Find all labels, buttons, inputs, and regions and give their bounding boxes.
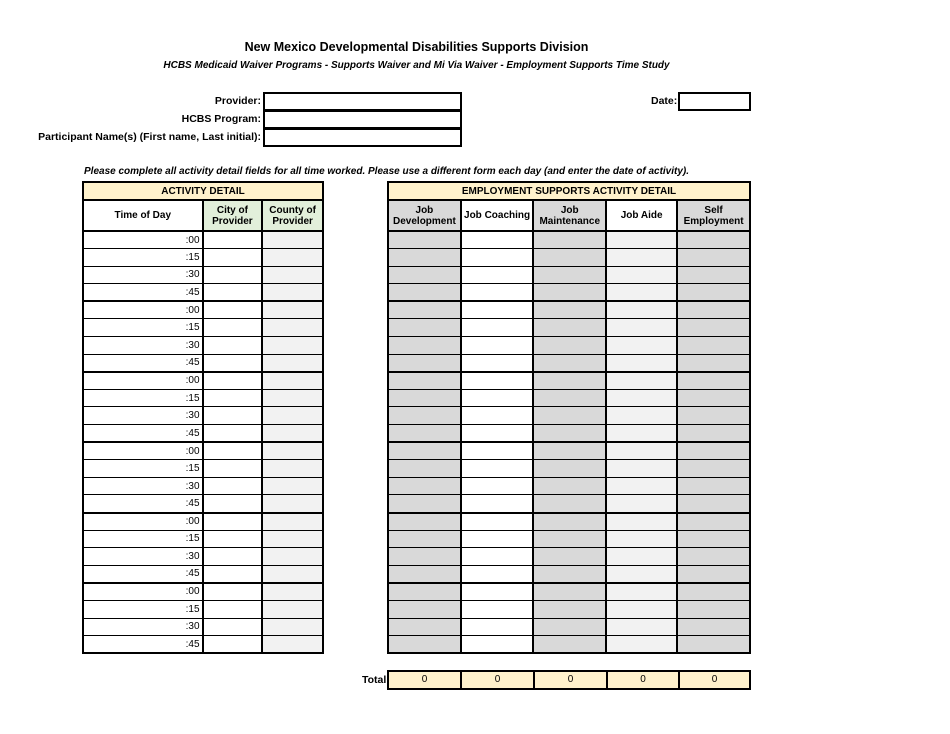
city-of-provider-cell[interactable] <box>203 513 263 531</box>
job-aide-cell[interactable] <box>606 354 677 372</box>
time-slot-cell: :15 <box>83 460 203 478</box>
county-of-provider-cell[interactable] <box>262 600 323 618</box>
job-development-cell[interactable] <box>388 548 461 566</box>
city-of-provider-cell[interactable] <box>203 460 263 478</box>
job-coaching-cell[interactable] <box>461 425 534 443</box>
county-of-provider-cell[interactable] <box>262 636 323 654</box>
col-county-line1: County of <box>269 204 316 216</box>
participant-name-field[interactable] <box>263 128 462 147</box>
activity-row <box>83 389 323 407</box>
city-of-provider-cell[interactable] <box>203 249 263 267</box>
city-of-provider-cell[interactable] <box>203 337 263 355</box>
city-of-provider-cell[interactable] <box>203 284 263 302</box>
total-job-coaching: 0 <box>460 670 535 690</box>
job-coaching-cell[interactable] <box>461 319 534 337</box>
job-coaching-cell[interactable] <box>461 583 534 601</box>
job-development-cell[interactable] <box>388 477 461 495</box>
self-employment-cell[interactable] <box>677 337 750 355</box>
county-of-provider-cell[interactable] <box>262 301 323 319</box>
activity-row <box>83 249 323 267</box>
activity-row <box>83 530 323 548</box>
job-development-cell[interactable] <box>388 389 461 407</box>
self-employment-cell[interactable] <box>677 442 750 460</box>
time-slot-cell: :15 <box>83 600 203 618</box>
activity-row <box>83 372 323 390</box>
col-job-aide <box>606 200 677 231</box>
participant-name-label: Participant Name(s) (First name, Last initial): <box>38 131 261 143</box>
county-of-provider-cell[interactable] <box>262 530 323 548</box>
job-aide-cell[interactable] <box>606 407 677 425</box>
county-of-provider-cell[interactable] <box>262 618 323 636</box>
time-slot-cell: :30 <box>83 407 203 425</box>
county-of-provider-cell[interactable] <box>262 548 323 566</box>
job-maintenance-cell[interactable] <box>533 618 606 636</box>
time-slot-cell: :00 <box>83 583 203 601</box>
activity-detail-heading: ACTIVITY DETAIL <box>83 182 323 200</box>
time-slot-cell: :45 <box>83 495 203 513</box>
self-employment-cell[interactable] <box>677 372 750 390</box>
job-maintenance-cell[interactable] <box>533 266 606 284</box>
activity-row <box>83 425 323 443</box>
self-employment-cell[interactable] <box>677 249 750 267</box>
provider-label: Provider: <box>214 95 261 107</box>
employment-row <box>388 284 750 302</box>
time-slot-cell: :45 <box>83 565 203 583</box>
time-slot-cell: :45 <box>83 354 203 372</box>
job-coaching-cell[interactable] <box>461 372 534 390</box>
job-maintenance-cell[interactable] <box>533 636 606 654</box>
county-of-provider-cell[interactable] <box>262 372 323 390</box>
job-aide-cell[interactable] <box>606 266 677 284</box>
job-development-cell[interactable] <box>388 301 461 319</box>
job-development-cell[interactable] <box>388 372 461 390</box>
date-label: Date: <box>651 95 678 107</box>
col-job-coaching <box>461 200 534 231</box>
self-employment-cell[interactable] <box>677 530 750 548</box>
total-job-aide: 0 <box>606 670 680 690</box>
city-of-provider-cell[interactable] <box>203 548 263 566</box>
job-maintenance-cell[interactable] <box>533 460 606 478</box>
activity-row <box>83 231 323 249</box>
activity-row <box>83 284 323 302</box>
job-maintenance-cell[interactable] <box>533 319 606 337</box>
job-maintenance-cell[interactable] <box>533 407 606 425</box>
self-employment-cell[interactable] <box>677 477 750 495</box>
total-self-employment: 0 <box>678 670 751 690</box>
job-coaching-cell[interactable] <box>461 636 534 654</box>
employment-row <box>388 636 750 654</box>
employment-row <box>388 389 750 407</box>
employment-row <box>388 477 750 495</box>
col-city-line2: Provider <box>212 215 253 227</box>
county-of-provider-cell[interactable] <box>262 319 323 337</box>
city-of-provider-cell[interactable] <box>203 565 263 583</box>
city-of-provider-cell[interactable] <box>203 530 263 548</box>
job-aide-cell[interactable] <box>606 565 677 583</box>
job-coaching-cell[interactable] <box>461 565 534 583</box>
job-aide-cell[interactable] <box>606 425 677 443</box>
hcbs-program-field[interactable] <box>263 110 462 129</box>
job-maintenance-cell[interactable] <box>533 354 606 372</box>
activity-row <box>83 600 323 618</box>
job-maintenance-cell[interactable] <box>533 442 606 460</box>
activity-row <box>83 337 323 355</box>
city-of-provider-cell[interactable] <box>203 354 263 372</box>
time-slot-cell: :00 <box>83 301 203 319</box>
activity-row <box>83 407 323 425</box>
job-aide-cell[interactable] <box>606 442 677 460</box>
employment-row <box>388 425 750 443</box>
job-coaching-cell[interactable] <box>461 389 534 407</box>
job-aide-cell[interactable] <box>606 460 677 478</box>
activity-row <box>83 266 323 284</box>
job-aide-cell[interactable] <box>606 337 677 355</box>
self-employment-cell[interactable] <box>677 266 750 284</box>
time-slot-cell: :00 <box>83 231 203 249</box>
employment-row <box>388 600 750 618</box>
activity-row <box>83 636 323 654</box>
job-aide-cell[interactable] <box>606 530 677 548</box>
job-coaching-cell[interactable] <box>461 477 534 495</box>
total-label: Total <box>362 674 387 686</box>
self-employment-cell[interactable] <box>677 354 750 372</box>
employment-row <box>388 319 750 337</box>
city-of-provider-cell[interactable] <box>203 425 263 443</box>
employment-row <box>388 442 750 460</box>
job-coaching-cell[interactable] <box>461 249 534 267</box>
total-job-maintenance: 0 <box>533 670 608 690</box>
self-employment-cell[interactable] <box>677 460 750 478</box>
job-development-cell[interactable] <box>388 618 461 636</box>
job-coaching-cell[interactable] <box>461 301 534 319</box>
job-development-cell[interactable] <box>388 284 461 302</box>
job-coaching-cell[interactable] <box>461 266 534 284</box>
provider-field[interactable] <box>263 92 462 111</box>
county-of-provider-cell[interactable] <box>262 460 323 478</box>
job-development-cell[interactable] <box>388 425 461 443</box>
city-of-provider-cell[interactable] <box>203 407 263 425</box>
job-maintenance-cell[interactable] <box>533 513 606 531</box>
job-coaching-cell[interactable] <box>461 513 534 531</box>
activity-row <box>83 548 323 566</box>
self-employment-cell[interactable] <box>677 600 750 618</box>
city-of-provider-cell[interactable] <box>203 442 263 460</box>
employment-row <box>388 301 750 319</box>
col-job-aide-line1: Job Aide <box>620 210 663 221</box>
job-development-cell[interactable] <box>388 495 461 513</box>
employment-row <box>388 354 750 372</box>
self-employment-cell[interactable] <box>677 583 750 601</box>
job-development-cell[interactable] <box>388 442 461 460</box>
city-of-provider-cell[interactable] <box>203 636 263 654</box>
job-maintenance-cell[interactable] <box>533 372 606 390</box>
job-maintenance-cell[interactable] <box>533 337 606 355</box>
job-aide-cell[interactable] <box>606 600 677 618</box>
job-aide-cell[interactable] <box>606 495 677 513</box>
job-coaching-cell[interactable] <box>461 618 534 636</box>
activity-row <box>83 354 323 372</box>
col-job-maintenance-line2: Maintenance <box>539 215 601 227</box>
job-aide-cell[interactable] <box>606 231 677 249</box>
job-maintenance-cell[interactable] <box>533 583 606 601</box>
self-employment-cell[interactable] <box>677 425 750 443</box>
self-employment-cell[interactable] <box>677 231 750 249</box>
job-aide-cell[interactable] <box>606 477 677 495</box>
col-job-development-line1: Job <box>415 204 434 216</box>
city-of-provider-cell[interactable] <box>203 231 263 249</box>
job-aide-cell[interactable] <box>606 513 677 531</box>
job-coaching-cell[interactable] <box>461 337 534 355</box>
time-slot-cell: :30 <box>83 337 203 355</box>
job-maintenance-cell[interactable] <box>533 425 606 443</box>
county-of-provider-cell[interactable] <box>262 513 323 531</box>
job-coaching-cell[interactable] <box>461 600 534 618</box>
col-self-employment-line2: Employment <box>683 215 744 227</box>
employment-row <box>388 618 750 636</box>
employment-row <box>388 583 750 601</box>
job-development-cell[interactable] <box>388 249 461 267</box>
employment-row <box>388 231 750 249</box>
employment-row <box>388 249 750 267</box>
job-development-cell[interactable] <box>388 460 461 478</box>
instruction-text: Please complete all activity detail fields for all time worked. Please use a different form each day (and enter the date of activity). <box>84 166 690 177</box>
job-development-cell[interactable] <box>388 513 461 531</box>
col-city-of-provider <box>203 200 263 231</box>
job-development-cell[interactable] <box>388 407 461 425</box>
self-employment-cell[interactable] <box>677 301 750 319</box>
activity-row <box>83 565 323 583</box>
activity-row <box>83 301 323 319</box>
employment-supports-table <box>387 181 751 654</box>
activity-row <box>83 618 323 636</box>
employment-row <box>388 565 750 583</box>
self-employment-cell[interactable] <box>677 319 750 337</box>
col-county-line2: Provider <box>272 215 313 227</box>
job-maintenance-cell[interactable] <box>533 530 606 548</box>
job-maintenance-cell[interactable] <box>533 477 606 495</box>
activity-row <box>83 460 323 478</box>
job-coaching-cell[interactable] <box>461 407 534 425</box>
county-of-provider-cell[interactable] <box>262 495 323 513</box>
job-aide-cell[interactable] <box>606 372 677 390</box>
job-development-cell[interactable] <box>388 354 461 372</box>
job-development-cell[interactable] <box>388 266 461 284</box>
job-maintenance-cell[interactable] <box>533 231 606 249</box>
col-job-development-line2: Development <box>393 215 456 227</box>
job-aide-cell[interactable] <box>606 301 677 319</box>
employment-row <box>388 337 750 355</box>
time-slot-cell: :30 <box>83 266 203 284</box>
self-employment-cell[interactable] <box>677 565 750 583</box>
county-of-provider-cell[interactable] <box>262 477 323 495</box>
job-aide-cell[interactable] <box>606 389 677 407</box>
job-maintenance-cell[interactable] <box>533 301 606 319</box>
city-of-provider-cell[interactable] <box>203 266 263 284</box>
time-slot-cell: :30 <box>83 548 203 566</box>
county-of-provider-cell[interactable] <box>262 284 323 302</box>
employment-row <box>388 495 750 513</box>
city-of-provider-cell[interactable] <box>203 583 263 601</box>
self-employment-cell[interactable] <box>677 389 750 407</box>
city-of-provider-cell[interactable] <box>203 372 263 390</box>
employment-row <box>388 513 750 531</box>
county-of-provider-cell[interactable] <box>262 442 323 460</box>
employment-row <box>388 460 750 478</box>
job-development-cell[interactable] <box>388 530 461 548</box>
county-of-provider-cell[interactable] <box>262 389 323 407</box>
col-city-line1: City of <box>216 204 248 216</box>
job-aide-cell[interactable] <box>606 583 677 601</box>
page-title: New Mexico Developmental Disabilities Supports Division <box>244 40 589 54</box>
employment-row <box>388 266 750 284</box>
job-development-cell[interactable] <box>388 565 461 583</box>
job-coaching-cell[interactable] <box>461 442 534 460</box>
city-of-provider-cell[interactable] <box>203 495 263 513</box>
col-job-maintenance <box>533 200 606 231</box>
city-of-provider-cell[interactable] <box>203 301 263 319</box>
self-employment-cell[interactable] <box>677 636 750 654</box>
job-maintenance-cell[interactable] <box>533 600 606 618</box>
job-coaching-cell[interactable] <box>461 530 534 548</box>
time-slot-cell: :45 <box>83 636 203 654</box>
county-of-provider-cell[interactable] <box>262 565 323 583</box>
county-of-provider-cell[interactable] <box>262 266 323 284</box>
time-slot-cell: :30 <box>83 477 203 495</box>
activity-row <box>83 477 323 495</box>
county-of-provider-cell[interactable] <box>262 425 323 443</box>
activity-row <box>83 495 323 513</box>
job-aide-cell[interactable] <box>606 284 677 302</box>
activity-row <box>83 442 323 460</box>
date-field[interactable] <box>678 92 751 111</box>
job-coaching-cell[interactable] <box>461 495 534 513</box>
self-employment-cell[interactable] <box>677 548 750 566</box>
job-coaching-cell[interactable] <box>461 460 534 478</box>
job-aide-cell[interactable] <box>606 618 677 636</box>
employment-row <box>388 548 750 566</box>
time-slot-cell: :15 <box>83 249 203 267</box>
col-job-development <box>388 200 461 231</box>
job-aide-cell[interactable] <box>606 249 677 267</box>
job-aide-cell[interactable] <box>606 319 677 337</box>
county-of-provider-cell[interactable] <box>262 583 323 601</box>
job-development-cell[interactable] <box>388 337 461 355</box>
job-maintenance-cell[interactable] <box>533 249 606 267</box>
job-development-cell[interactable] <box>388 583 461 601</box>
county-of-provider-cell[interactable] <box>262 337 323 355</box>
job-coaching-cell[interactable] <box>461 231 534 249</box>
time-slot-cell: :15 <box>83 530 203 548</box>
time-slot-cell: :15 <box>83 319 203 337</box>
job-coaching-cell[interactable] <box>461 284 534 302</box>
time-slot-cell: :15 <box>83 389 203 407</box>
county-of-provider-cell[interactable] <box>262 249 323 267</box>
city-of-provider-cell[interactable] <box>203 600 263 618</box>
activity-row <box>83 319 323 337</box>
self-employment-cell[interactable] <box>677 284 750 302</box>
time-slot-cell: :00 <box>83 513 203 531</box>
self-employment-cell[interactable] <box>677 618 750 636</box>
job-coaching-cell[interactable] <box>461 354 534 372</box>
col-job-coaching-line1: Job Coaching <box>464 210 531 221</box>
activity-detail-table <box>82 181 324 654</box>
time-slot-cell: :00 <box>83 442 203 460</box>
job-development-cell[interactable] <box>388 319 461 337</box>
job-aide-cell[interactable] <box>606 548 677 566</box>
time-slot-cell: :45 <box>83 425 203 443</box>
city-of-provider-cell[interactable] <box>203 389 263 407</box>
self-employment-cell[interactable] <box>677 513 750 531</box>
city-of-provider-cell[interactable] <box>203 618 263 636</box>
col-self-employment <box>677 200 750 231</box>
job-development-cell[interactable] <box>388 636 461 654</box>
county-of-provider-cell[interactable] <box>262 407 323 425</box>
city-of-provider-cell[interactable] <box>203 477 263 495</box>
page-subtitle: HCBS Medicaid Waiver Programs - Supports Waiver and Mi Via Waiver - Employment Supports Time Study <box>163 60 670 71</box>
job-maintenance-cell[interactable] <box>533 565 606 583</box>
time-slot-cell: :30 <box>83 618 203 636</box>
employment-row <box>388 372 750 390</box>
activity-row <box>83 513 323 531</box>
col-self-employment-line1: Self <box>704 204 723 216</box>
job-maintenance-cell[interactable] <box>533 389 606 407</box>
col-county-of-provider <box>262 200 323 231</box>
county-of-provider-cell[interactable] <box>262 231 323 249</box>
job-development-cell[interactable] <box>388 231 461 249</box>
job-aide-cell[interactable] <box>606 636 677 654</box>
employment-detail-heading: EMPLOYMENT SUPPORTS ACTIVITY DETAIL <box>388 182 750 200</box>
time-slot-cell: :00 <box>83 372 203 390</box>
job-development-cell[interactable] <box>388 600 461 618</box>
job-maintenance-cell[interactable] <box>533 495 606 513</box>
job-coaching-cell[interactable] <box>461 548 534 566</box>
self-employment-cell[interactable] <box>677 495 750 513</box>
hcbs-program-label: HCBS Program: <box>181 113 261 125</box>
job-maintenance-cell[interactable] <box>533 284 606 302</box>
job-maintenance-cell[interactable] <box>533 548 606 566</box>
employment-row <box>388 407 750 425</box>
employment-row <box>388 530 750 548</box>
col-time-of-day: Time of Day <box>83 200 203 231</box>
col-job-maintenance-line1: Job <box>560 204 579 216</box>
total-job-development: 0 <box>387 670 462 690</box>
self-employment-cell[interactable] <box>677 407 750 425</box>
activity-row <box>83 583 323 601</box>
time-slot-cell: :45 <box>83 284 203 302</box>
county-of-provider-cell[interactable] <box>262 354 323 372</box>
city-of-provider-cell[interactable] <box>203 319 263 337</box>
